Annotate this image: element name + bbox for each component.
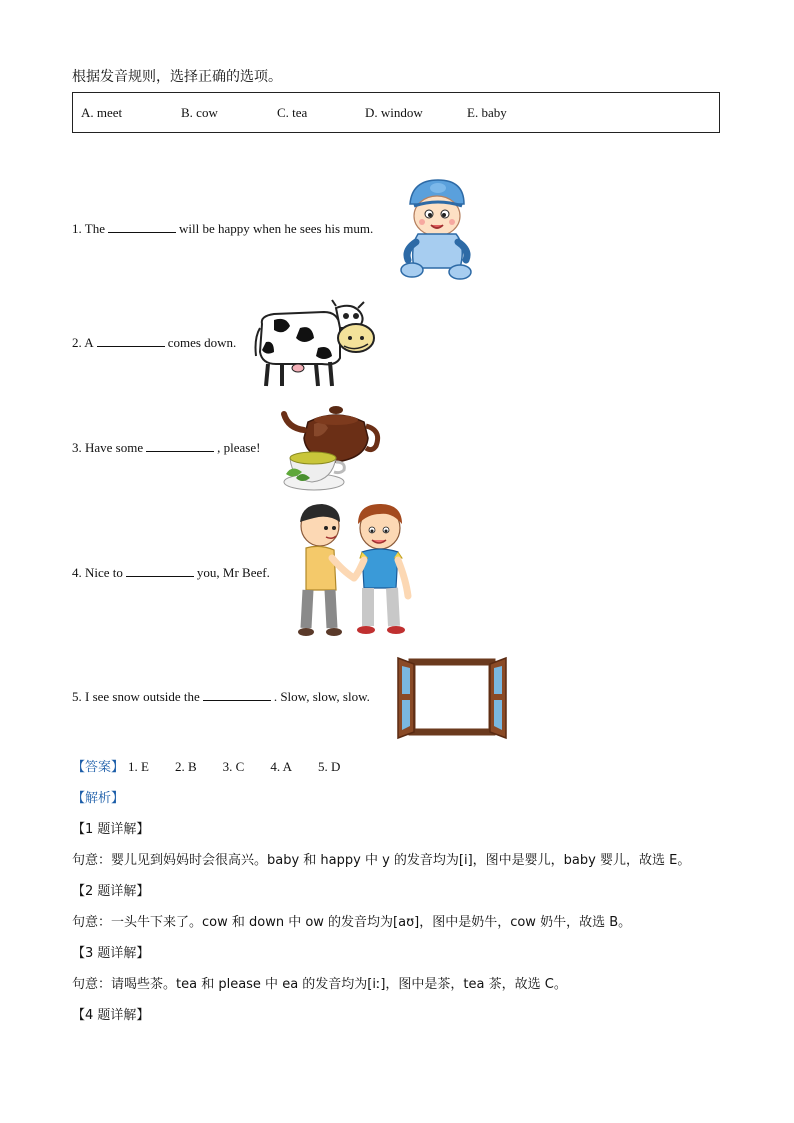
question-3 <box>72 440 260 456</box>
question-4 <box>72 565 270 581</box>
question-text-before: The <box>84 221 105 236</box>
question-2 <box>72 335 236 351</box>
answer-item: 2. B <box>174 759 197 774</box>
boys-handshake-illustration <box>288 500 416 640</box>
answer-item: 3. C <box>222 759 245 774</box>
question-1 <box>72 221 373 237</box>
cow-illustration <box>252 298 376 390</box>
detail-heading-1: 【1 题详解】 <box>72 822 150 837</box>
question-number: 3. <box>72 440 82 455</box>
answer-label: 【答案】 <box>72 760 125 775</box>
question-5 <box>72 689 370 705</box>
question-text-before: Nice to <box>85 565 123 580</box>
options-box <box>72 92 720 133</box>
analysis-label: 【解析】 <box>72 791 125 806</box>
detail-heading-2: 【2 题详解】 <box>72 884 150 899</box>
detail-text-1: 句意：婴儿见到妈妈时会很高兴。baby 和 happy 中 y 的发音均为[i]，图中是婴儿，baby 婴儿，故选 E。 <box>72 853 691 868</box>
instruction-text: 根据发音规则，选择正确的选项。 <box>72 69 282 85</box>
answer-item: 4. A <box>270 759 292 774</box>
option-a: A. meet <box>81 105 123 120</box>
baby-illustration <box>398 176 474 282</box>
detail-text-3: 句意：请喝些茶。tea 和 please 中 ea 的发音均为[iː]，图中是茶，tea 茶，故选 C。 <box>72 977 567 992</box>
tea-illustration <box>278 398 384 496</box>
question-text-before: Have some <box>85 440 144 455</box>
option-c: C. tea <box>277 105 308 120</box>
question-text-after: you, Mr Beef. <box>196 565 270 580</box>
question-number: 1. <box>72 221 82 236</box>
answer-item: 1. E <box>128 759 149 774</box>
answer-blank <box>146 440 214 452</box>
option-e: E. baby <box>467 105 507 120</box>
detail-heading-3: 【3 题详解】 <box>72 946 150 961</box>
detail-text-2: 句意：一头牛下来了。cow 和 down 中 ow 的发音均为[aʊ]，图中是奶牛，cow 奶牛，故选 B。 <box>72 915 632 930</box>
answer-blank <box>108 221 176 233</box>
answer-blank <box>126 565 194 577</box>
question-text-after: comes down. <box>167 335 237 350</box>
question-text-after: will be happy when he sees his mum. <box>178 221 374 236</box>
question-text-before: A <box>84 335 94 350</box>
question-text-after: . Slow, slow, slow. <box>273 689 370 704</box>
question-text-before: I see snow outside the <box>85 689 200 704</box>
detail-heading-4: 【4 题详解】 <box>72 1008 150 1023</box>
answer-item: 5. D <box>317 759 341 774</box>
answer-blank <box>97 335 165 347</box>
window-illustration <box>396 654 508 740</box>
question-number: 2. <box>72 335 82 350</box>
question-number: 4. <box>72 565 82 580</box>
answer-line <box>72 756 340 775</box>
answer-blank <box>203 689 271 701</box>
option-b: B. cow <box>181 105 218 120</box>
question-number: 5. <box>72 689 82 704</box>
question-text-after: , please! <box>217 440 261 455</box>
option-d: D. window <box>365 105 423 120</box>
